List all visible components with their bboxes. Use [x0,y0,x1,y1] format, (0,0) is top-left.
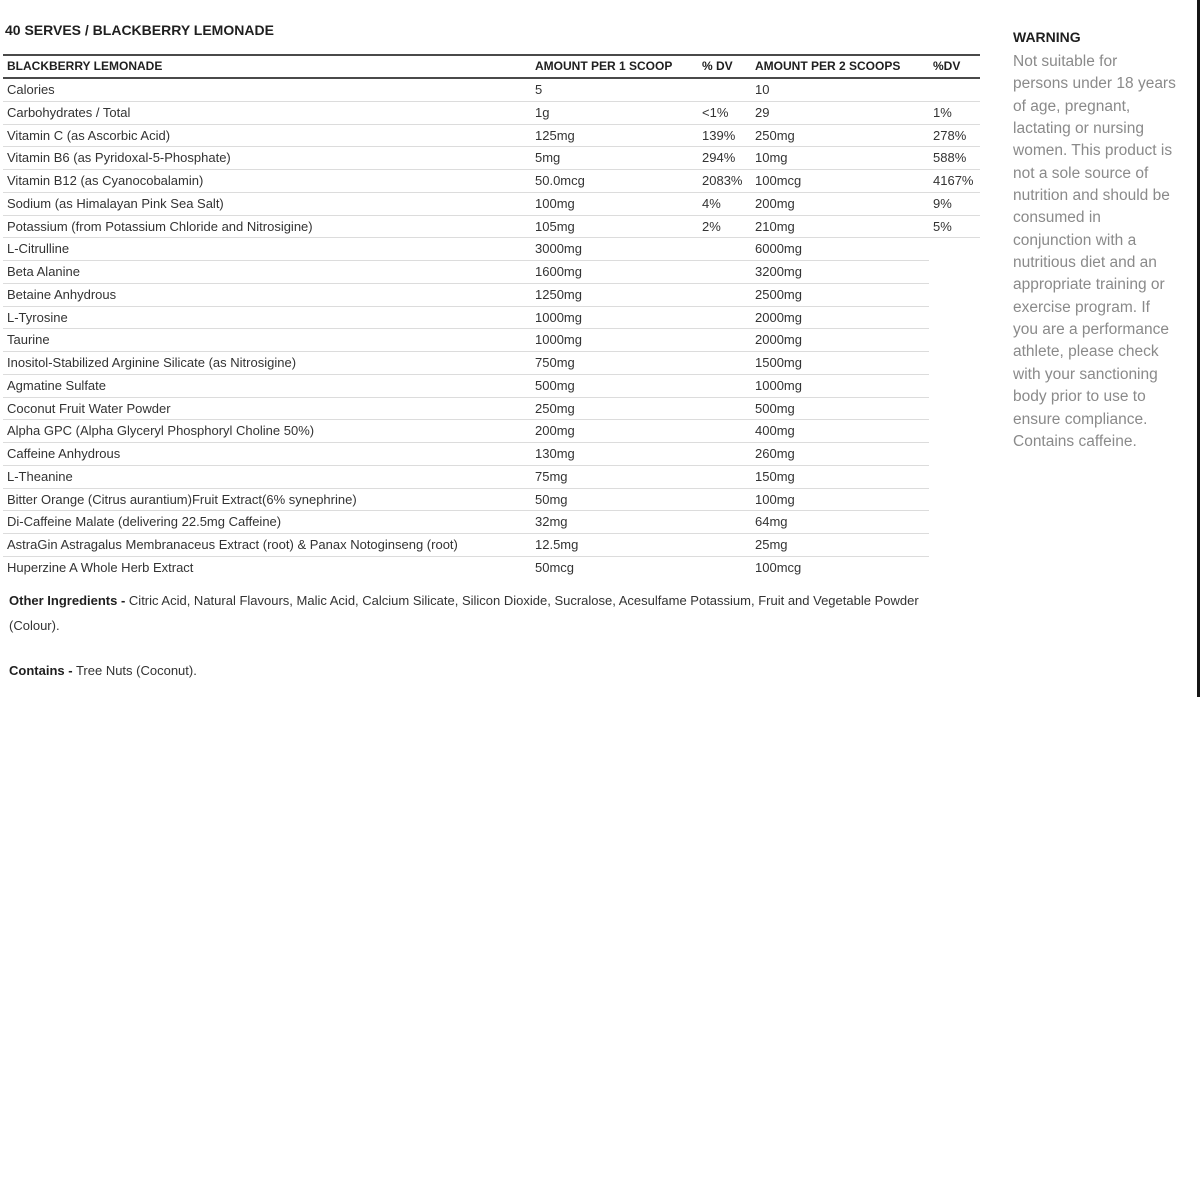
amount-per-2-scoops: 25mg [751,534,929,557]
dv-per-2-scoops [929,307,980,330]
other-ingredients-label: Other Ingredients - [9,593,126,608]
nutrient-name: Alpha GPC (Alpha Glyceryl Phosphoryl Choline 50%) [3,420,531,443]
dv-per-2-scoops [929,352,980,375]
amount-per-2-scoops: 100mcg [755,559,802,575]
amount-per-2-scoops: 500mg [751,398,929,421]
amount-per-2-scoops: 100mcg [751,170,929,193]
dv-per-2-scoops [929,79,980,102]
amount-per-2-scoops: 150mg [751,466,929,489]
amount-per-2-scoops: 210mg [751,216,929,239]
allergen-contains [9,658,999,683]
amount-per-2-scoops: 3200mg [751,261,929,284]
table-row [3,534,980,557]
dv-per-2-scoops [929,398,980,421]
dv-per-1-scoop [698,375,751,398]
amount-per-1-scoop: 32mg [531,511,698,534]
amount-per-2-scoops: 250mg [751,125,929,148]
nutrient-name: Agmatine Sulfate [3,375,531,398]
amount-per-2-scoops: 6000mg [751,238,929,261]
dv-per-1-scoop [698,261,751,284]
amount-per-1-scoop: 1g [531,102,698,125]
amount-per-2-scoops: 10 [751,79,929,102]
table-row [3,398,980,421]
amount-per-2-scoops: 10mg [751,147,929,170]
table-row [3,352,980,375]
amount-per-2-scoops: 260mg [751,443,929,466]
dv-per-1-scoop: 139% [698,125,751,148]
dv-per-1-scoop [698,329,751,352]
amount-per-2-scoops: 2500mg [751,284,929,307]
nutrient-name: Di-Caffeine Malate (delivering 22.5mg Caffeine) [3,511,531,534]
nutrient-name: Betaine Anhydrous [3,284,531,307]
nutrient-name: L-Theanine [3,466,531,489]
dv-per-1-scoop [698,420,751,443]
amount-per-2-scoops: 1000mg [751,375,929,398]
amount-per-1-scoop: 125mg [531,125,698,148]
amount-per-2-scoops: 400mg [751,420,929,443]
other-ingredients [9,588,999,638]
table-row [3,489,980,512]
dv-per-1-scoop [698,398,751,421]
dv-per-1-scoop [698,352,751,375]
amount-per-1-scoop: 200mg [531,420,698,443]
amount-per-1-scoop: 3000mg [531,238,698,261]
nutrient-name: Beta Alanine [3,261,531,284]
amount-per-2-scoops: 2000mg [751,329,929,352]
table-row [3,102,980,125]
dv-per-2-scoops [929,284,980,307]
amount-per-2-scoops: 64mg [751,511,929,534]
warning-text: Not suitable for persons under 18 years of age, pregnant, lactating or nursing women. This product is not a sole source of nutrition and should be consumed in conjunction with a nutritious diet and an appropriate training or exercise program. If you are a performance athlete, please check with your sanctioning body prior to use to ensure compliance. Contains caffeine. [1013,53,1176,450]
table-row [3,420,980,443]
dv-per-1-scoop: 2083% [698,170,751,193]
dv-per-1-scoop [698,489,751,512]
dv-per-2-scoops [929,443,980,466]
nutrient-name: Calories [3,79,531,102]
nutrient-name: L-Tyrosine [3,307,531,330]
amount-per-1-scoop: 1250mg [531,284,698,307]
nutrient-name: Inositol-Stabilized Arginine Silicate (as Nitrosigine) [3,352,531,375]
dv-per-2-scoops [929,238,980,261]
dv-per-1-scoop: 294% [698,147,751,170]
amount-per-1-scoop: 50mcg [535,559,575,575]
dv-per-1-scoop [698,238,751,261]
table-row [3,216,980,239]
table-row [3,329,980,352]
dv-per-2-scoops [929,466,980,489]
amount-per-1-scoop: 5mg [531,147,698,170]
header-dv-per-1-scoop: % DV [702,59,733,73]
nutrient-name: Bitter Orange (Citrus aurantium)Fruit Extract(6% synephrine) [3,489,531,512]
table-row [3,511,980,534]
dv-per-2-scoops: 278% [929,125,980,148]
amount-per-1-scoop: 1000mg [531,307,698,330]
amount-per-1-scoop: 5 [531,79,698,102]
table-body [3,79,980,580]
page-title: 40 SERVES / BLACKBERRY LEMONADE [5,22,274,38]
dv-per-1-scoop: 4% [698,193,751,216]
table-row [3,375,980,398]
nutrient-name: Huperzine A Whole Herb Extract [7,559,194,575]
amount-per-1-scoop: 75mg [531,466,698,489]
table-row [3,466,980,489]
dv-per-2-scoops: 4167% [929,170,980,193]
dv-per-2-scoops [929,375,980,398]
dv-per-1-scoop: <1% [698,102,751,125]
amount-per-1-scoop: 50.0mcg [531,170,698,193]
other-ingredients-text: Citric Acid, Natural Flavours, Malic Acid, Calcium Silicate, Silicon Dioxide, Sucralose, Acesulfame Potassium, Fruit and Vegetable Powder (Colour). [9,593,919,633]
nutrient-name: Coconut Fruit Water Powder [3,398,531,421]
nutrient-name: Caffeine Anhydrous [3,443,531,466]
dv-per-1-scoop [698,534,751,557]
dv-per-2-scoops: 588% [929,147,980,170]
dv-per-2-scoops [929,261,980,284]
contains-label: Contains - [9,663,73,678]
dv-per-2-scoops: 1% [929,102,980,125]
table-row [3,307,980,330]
dv-per-2-scoops [929,420,980,443]
nutrient-name: Potassium (from Potassium Chloride and Nitrosigine) [3,216,531,239]
table-header-row [3,54,980,79]
nutrient-name: Vitamin C (as Ascorbic Acid) [3,125,531,148]
table-row [3,284,980,307]
table-row [3,170,980,193]
amount-per-1-scoop: 500mg [531,375,698,398]
table-row [3,261,980,284]
dv-per-2-scoops [929,329,980,352]
dv-per-2-scoops [929,557,980,580]
dv-per-2-scoops: 5% [929,216,980,239]
supplement-facts-table [3,54,980,580]
dv-per-1-scoop [698,466,751,489]
table-row [3,557,980,580]
header-flavour: BLACKBERRY LEMONADE [7,59,163,73]
amount-per-2-scoops: 29 [751,102,929,125]
nutrient-name: Vitamin B6 (as Pyridoxal-5-Phosphate) [3,147,531,170]
dv-per-2-scoops: 9% [929,193,980,216]
nutrient-name: Vitamin B12 (as Cyanocobalamin) [3,170,531,193]
dv-per-2-scoops [929,534,980,557]
table-row [3,193,980,216]
header-amount-per-2-scoops: AMOUNT PER 2 SCOOPS [755,59,901,73]
warning-heading: WARNING [1013,29,1081,45]
contains-text: Tree Nuts (Coconut). [75,663,197,678]
amount-per-2-scoops: 200mg [751,193,929,216]
amount-per-1-scoop: 250mg [531,398,698,421]
nutrient-name: L-Citrulline [3,238,531,261]
dv-per-2-scoops [929,511,980,534]
table-row [3,125,980,148]
header-amount-per-1-scoop: AMOUNT PER 1 SCOOP [535,59,673,73]
amount-per-1-scoop: 1000mg [531,329,698,352]
dv-per-1-scoop [698,79,751,102]
header-dv-per-2-scoops: %DV [933,59,961,73]
dv-per-1-scoop [698,307,751,330]
table-row [3,147,980,170]
dv-per-1-scoop [698,511,751,534]
table-row [3,443,980,466]
dv-per-1-scoop: 2% [698,216,751,239]
nutrient-name: AstraGin Astragalus Membranaceus Extract (root) & Panax Notoginseng (root) [3,534,531,557]
table-row [3,79,980,102]
dv-per-1-scoop [698,443,751,466]
amount-per-1-scoop: 100mg [531,193,698,216]
table-row [3,238,980,261]
nutrient-name: Taurine [3,329,531,352]
amount-per-2-scoops: 2000mg [751,307,929,330]
dv-per-1-scoop [698,284,751,307]
amount-per-1-scoop: 1600mg [531,261,698,284]
nutrient-name: Sodium (as Himalayan Pink Sea Salt) [3,193,531,216]
amount-per-1-scoop: 105mg [531,216,698,239]
amount-per-1-scoop: 750mg [531,352,698,375]
dv-per-1-scoop [698,557,751,580]
amount-per-1-scoop: 12.5mg [531,534,698,557]
amount-per-1-scoop: 50mg [531,489,698,512]
amount-per-2-scoops: 1500mg [751,352,929,375]
amount-per-1-scoop: 130mg [531,443,698,466]
amount-per-2-scoops: 100mg [751,489,929,512]
dv-per-2-scoops [929,489,980,512]
nutrient-name: Carbohydrates / Total [3,102,531,125]
